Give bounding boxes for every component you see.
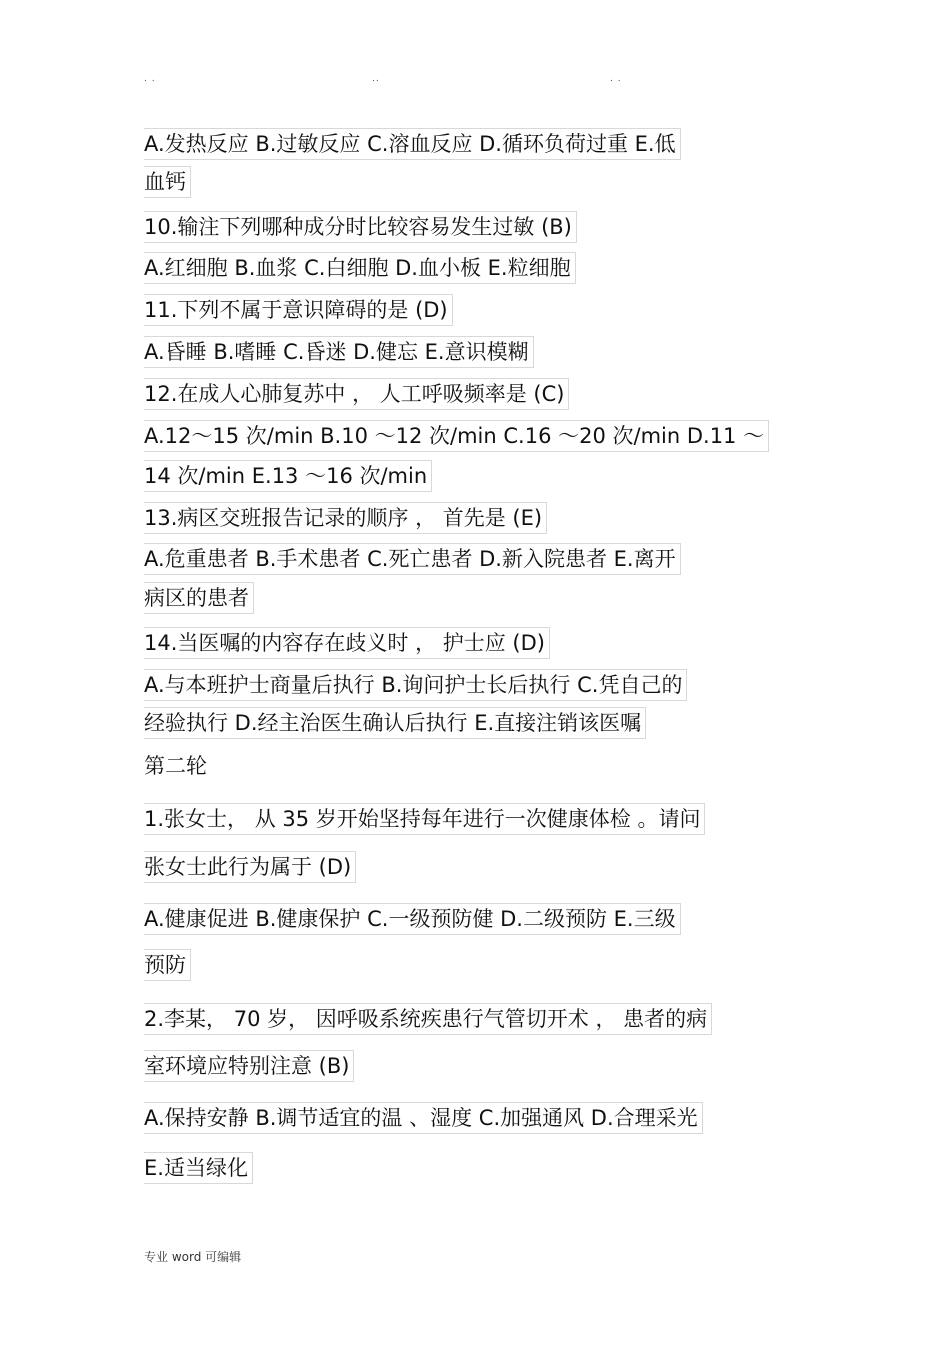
text-line: 14 次/min E.13 ～16 次/min xyxy=(144,460,432,492)
text-line: A.健康促进 B.健康保护 C.一级预防健 D.二级预防 E.三级 xyxy=(144,903,681,935)
text-line: E.适当绿化 xyxy=(144,1152,253,1184)
text-line: A.红细胞 B.血浆 C.白细胞 D.血小板 E.粒细胞 xyxy=(144,252,576,284)
text-line: 10.输注下列哪种成分时比较容易发生过敏 (B) xyxy=(144,211,577,243)
text-line: 第二轮 xyxy=(144,754,207,778)
text-line: 1.张女士， 从 35 岁开始坚持每年进行一次健康体检 。请问 xyxy=(144,803,705,835)
text-line: 2.李某， 70 岁， 因呼吸系统疾患行气管切开术 ， 患者的病 xyxy=(144,1003,712,1035)
text-line: 血钙 xyxy=(144,166,191,198)
header-dots-left: . . xyxy=(144,74,156,84)
text-line: A.保持安静 B.调节适宜的温 、湿度 C.加强通风 D.合理采光 xyxy=(144,1102,703,1134)
text-line: A.危重患者 B.手术患者 C.死亡患者 D.新入院患者 E.离开 xyxy=(144,543,681,575)
text-line: 预防 xyxy=(144,949,191,981)
text-line: 张女士此行为属于 (D) xyxy=(144,851,356,883)
text-line: 12.在成人心肺复苏中 ， 人工呼吸频率是 (C) xyxy=(144,378,569,410)
text-line: 14.当医嘱的内容存在歧义时 ， 护士应 (D) xyxy=(144,627,550,659)
text-line: 11.下列不属于意识障碍的是 (D) xyxy=(144,294,453,326)
text-line: A.12～15 次/min B.10 ～12 次/min C.16 ～20 次/min D.11 ～ xyxy=(144,420,769,452)
text-line: A.与本班护士商量后执行 B.询问护士长后执行 C.凭自己的 xyxy=(144,669,687,701)
text-line: 病区的患者 xyxy=(144,582,254,614)
text-line: 室环境应特别注意 (B) xyxy=(144,1050,354,1082)
header-dots-mid: .. xyxy=(372,74,380,84)
text-line: 经验执行 D.经主治医生确认后执行 E.直接注销该医嘱 xyxy=(144,707,646,739)
text-line: 13.病区交班报告记录的顺序 ， 首先是 (E) xyxy=(144,502,547,534)
header-dots-right: . . xyxy=(610,74,622,84)
text-line: A.发热反应 B.过敏反应 C.溶血反应 D.循环负荷过重 E.低 xyxy=(144,128,681,160)
text-line: A.昏睡 B.嗜睡 C.昏迷 D.健忘 E.意识模糊 xyxy=(144,336,534,368)
footer-text: 专业 word 可编辑 xyxy=(144,1250,242,1264)
